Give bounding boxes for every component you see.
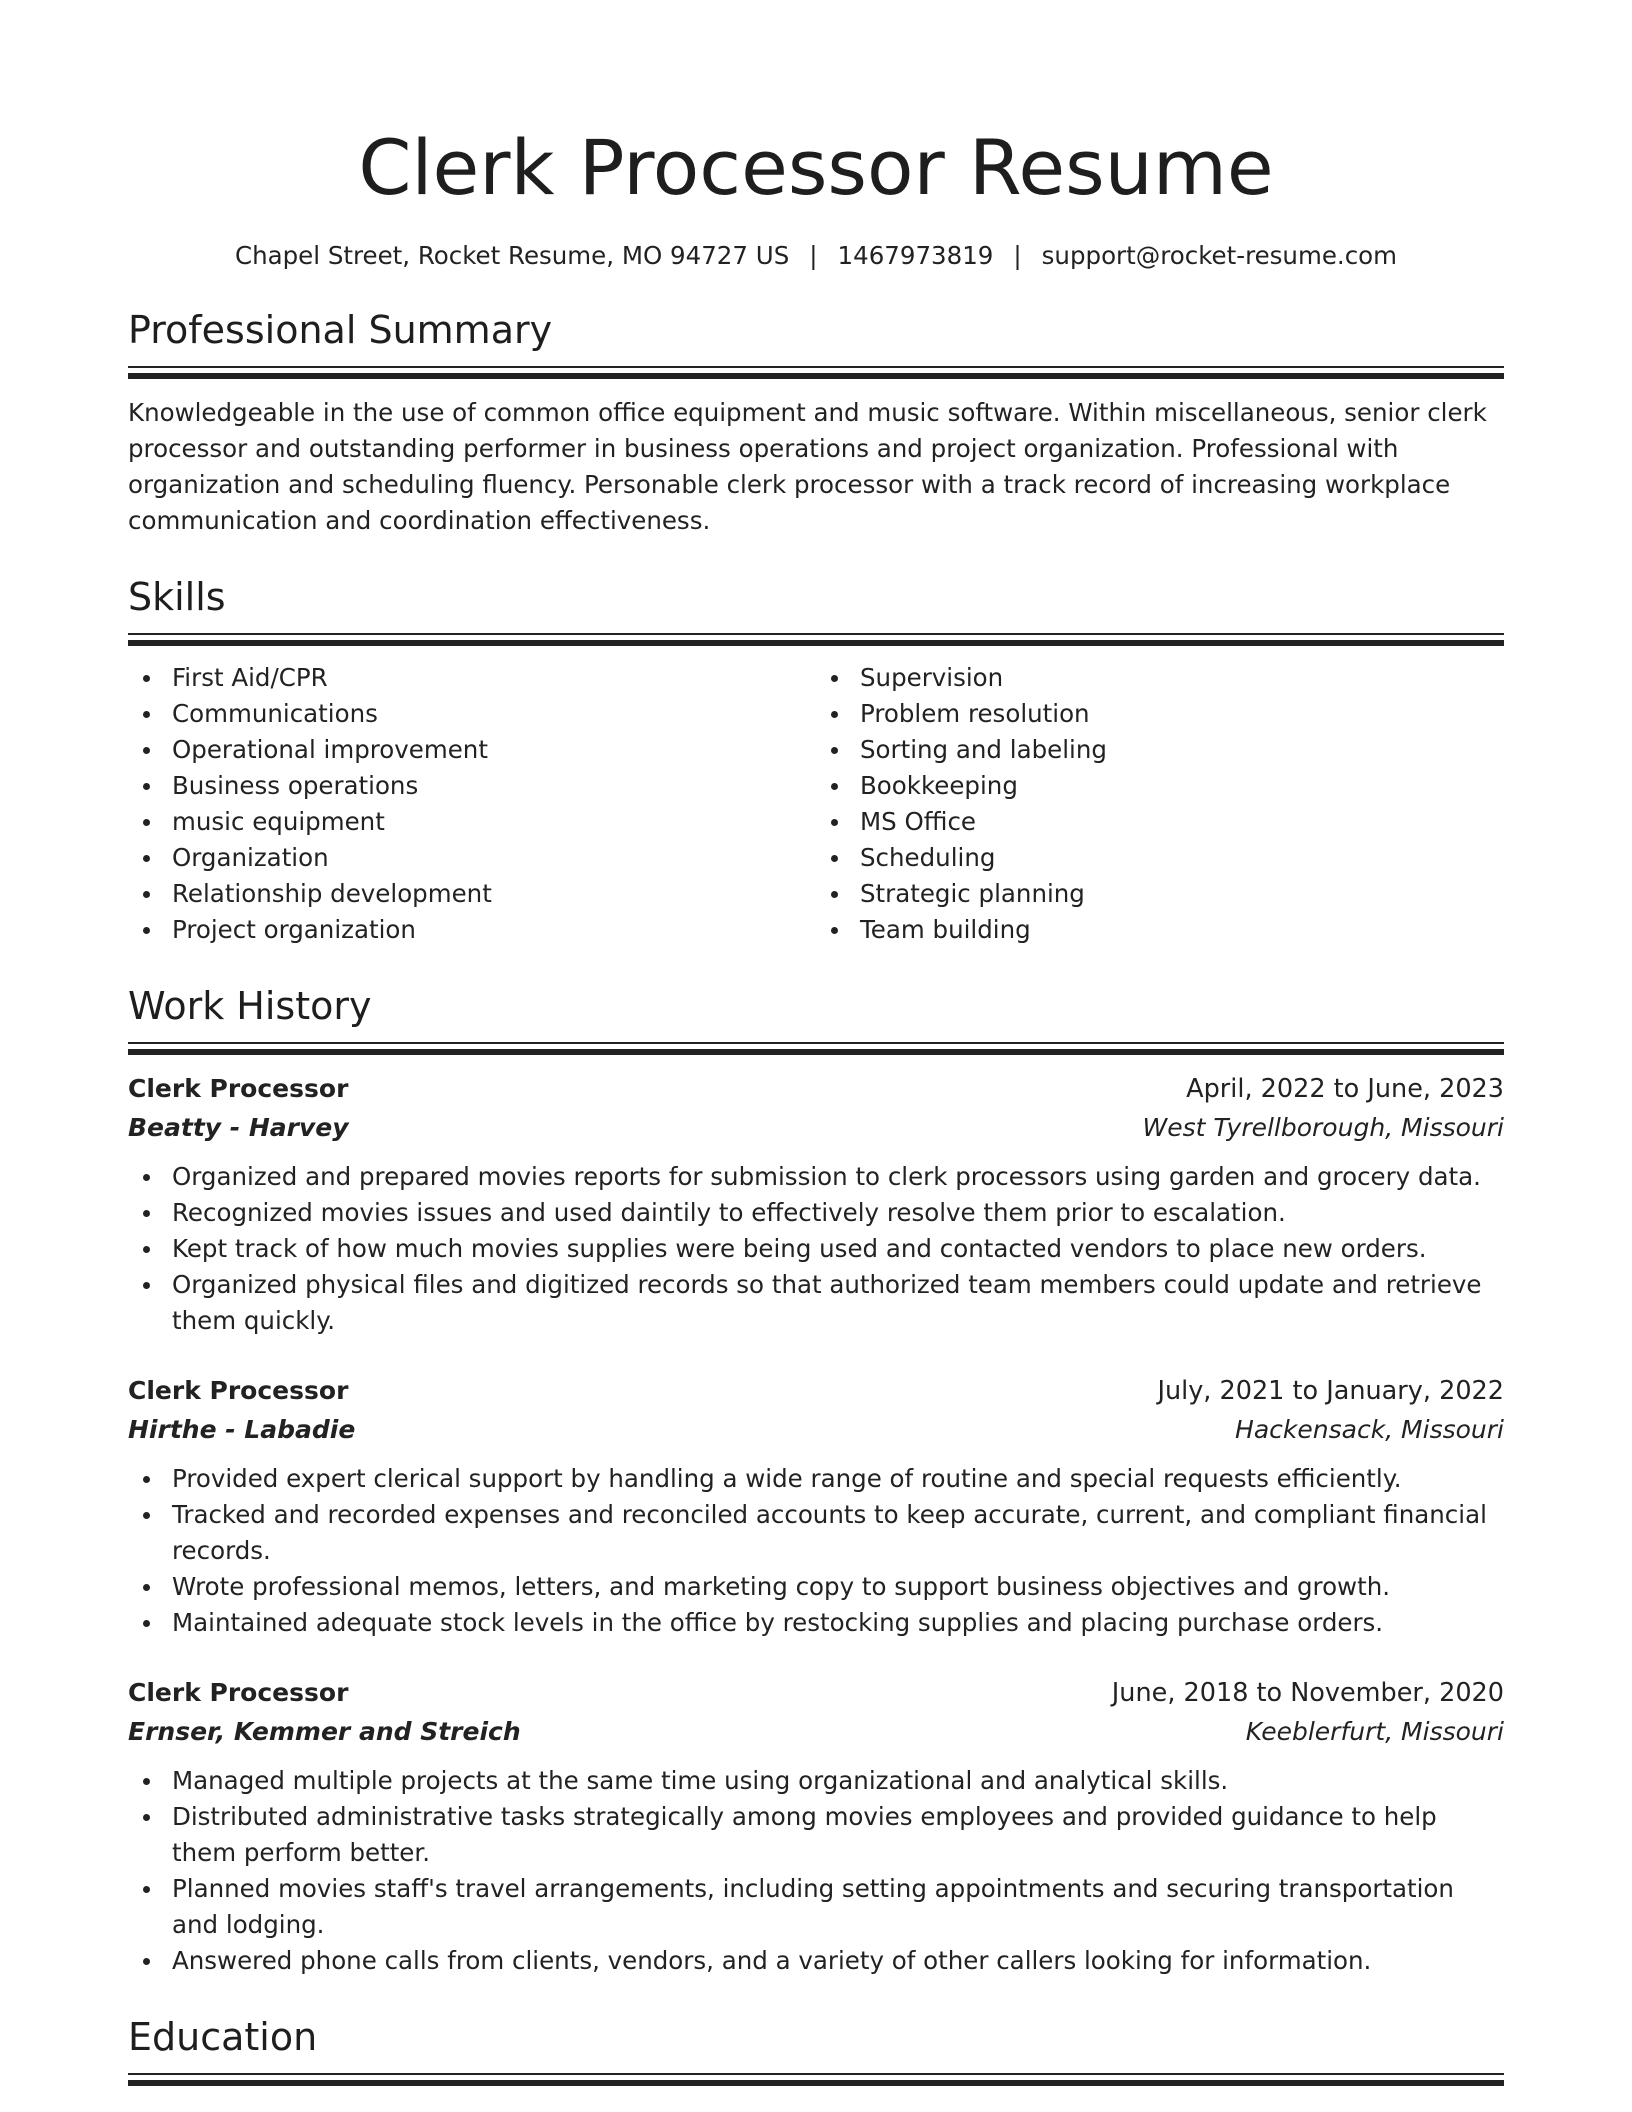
section-divider bbox=[128, 633, 1504, 646]
job-bullet: Answered phone calls from clients, vendors, and a variety of other callers looking for information. bbox=[172, 1943, 1504, 1979]
summary-section bbox=[128, 304, 1504, 539]
skill-item: Communications bbox=[172, 696, 816, 732]
skill-item: Scheduling bbox=[860, 840, 1504, 876]
skills-heading: Skills bbox=[128, 575, 226, 619]
job-dates: April, 2022 to June, 2023 bbox=[1186, 1074, 1504, 1104]
job-company: Ernser, Kemmer and Streich bbox=[128, 1717, 521, 1746]
section-divider bbox=[128, 2073, 1504, 2086]
job-bullet: Tracked and recorded expenses and reconciled accounts to keep accurate, current, and compliant financial records. bbox=[172, 1497, 1504, 1569]
job-entry bbox=[128, 1673, 1504, 1979]
job-bullets bbox=[128, 1461, 1504, 1641]
skills-columns bbox=[128, 660, 1504, 948]
contact-phone: 1467973819 bbox=[837, 241, 994, 270]
summary-text: Knowledgeable in the use of common office equipment and music software. Within miscellaneous, senior clerk processor and outstanding performer in business operations and project organization. Professional with organization and scheduling fluency. Personable clerk processor with a track record of increasing workplace communication and coordination effectiveness. bbox=[128, 398, 1487, 535]
job-dates: July, 2021 to January, 2022 bbox=[1157, 1376, 1504, 1406]
section-divider bbox=[128, 1042, 1504, 1055]
education-section bbox=[128, 2011, 1504, 2086]
job-bullet: Provided expert clerical support by handling a wide range of routine and special requests efficiently. bbox=[172, 1461, 1504, 1497]
skill-item: Business operations bbox=[172, 768, 816, 804]
job-bullet: Planned movies staff's travel arrangements, including setting appointments and securing transportation and lodging. bbox=[172, 1871, 1504, 1943]
section-divider bbox=[128, 366, 1504, 379]
job-bullet: Organized physical files and digitized records so that authorized team members could update and retrieve them quickly. bbox=[172, 1267, 1504, 1339]
job-bullet: Organized and prepared movies reports for submission to clerk processors using garden and grocery data. bbox=[172, 1159, 1504, 1195]
job-location: Keeblerfurt, Missouri bbox=[1245, 1717, 1504, 1746]
job-entry bbox=[128, 1371, 1504, 1641]
job-location: Hackensack, Missouri bbox=[1235, 1415, 1504, 1444]
contact-line bbox=[128, 240, 1504, 272]
skill-item: Project organization bbox=[172, 912, 816, 948]
skill-item: music equipment bbox=[172, 804, 816, 840]
contact-separator: | bbox=[1013, 241, 1022, 270]
skills-list-right bbox=[816, 660, 1504, 948]
skill-item: Sorting and labeling bbox=[860, 732, 1504, 768]
work-history-heading: Work History bbox=[128, 984, 372, 1028]
job-bullets bbox=[128, 1763, 1504, 1979]
summary-heading: Professional Summary bbox=[128, 308, 553, 352]
resume-title: Clerk Processor Resume bbox=[358, 123, 1274, 212]
job-title: Clerk Processor bbox=[128, 1376, 349, 1405]
job-title: Clerk Processor bbox=[128, 1678, 349, 1707]
job-bullet: Recognized movies issues and used daintily to effectively resolve them prior to escalation. bbox=[172, 1195, 1504, 1231]
job-location: West Tyrellborough, Missouri bbox=[1142, 1113, 1504, 1142]
job-bullet: Distributed administrative tasks strategically among movies employees and provided guidance to help them perform better. bbox=[172, 1799, 1504, 1871]
job-dates: June, 2018 to November, 2020 bbox=[1111, 1678, 1504, 1708]
skill-item: First Aid/CPR bbox=[172, 660, 816, 696]
job-company: Beatty - Harvey bbox=[128, 1113, 349, 1142]
job-bullet: Maintained adequate stock levels in the office by restocking supplies and placing purchase orders. bbox=[172, 1605, 1504, 1641]
job-bullet: Wrote professional memos, letters, and marketing copy to support business objectives and growth. bbox=[172, 1569, 1504, 1605]
skill-item: Team building bbox=[860, 912, 1504, 948]
skill-item: Supervision bbox=[860, 660, 1504, 696]
job-bullet: Managed multiple projects at the same time using organizational and analytical skills. bbox=[172, 1763, 1504, 1799]
contact-email: support@rocket-resume.com bbox=[1041, 241, 1398, 270]
job-entry bbox=[128, 1069, 1504, 1339]
contact-separator: | bbox=[809, 241, 818, 270]
skill-item: Strategic planning bbox=[860, 876, 1504, 912]
work-history-section bbox=[128, 980, 1504, 1979]
skill-item: Problem resolution bbox=[860, 696, 1504, 732]
skill-item: MS Office bbox=[860, 804, 1504, 840]
skill-item: Operational improvement bbox=[172, 732, 816, 768]
education-heading: Education bbox=[128, 2015, 318, 2059]
skill-item: Organization bbox=[172, 840, 816, 876]
skill-item: Relationship development bbox=[172, 876, 816, 912]
skill-item: Bookkeeping bbox=[860, 768, 1504, 804]
job-bullets bbox=[128, 1159, 1504, 1339]
skills-list-left bbox=[128, 660, 816, 948]
job-title: Clerk Processor bbox=[128, 1074, 349, 1103]
job-company: Hirthe - Labadie bbox=[128, 1415, 356, 1444]
skills-section bbox=[128, 571, 1504, 948]
job-bullet: Kept track of how much movies supplies were being used and contacted vendors to place new orders. bbox=[172, 1231, 1504, 1267]
contact-address: Chapel Street, Rocket Resume, MO 94727 US bbox=[234, 241, 790, 270]
